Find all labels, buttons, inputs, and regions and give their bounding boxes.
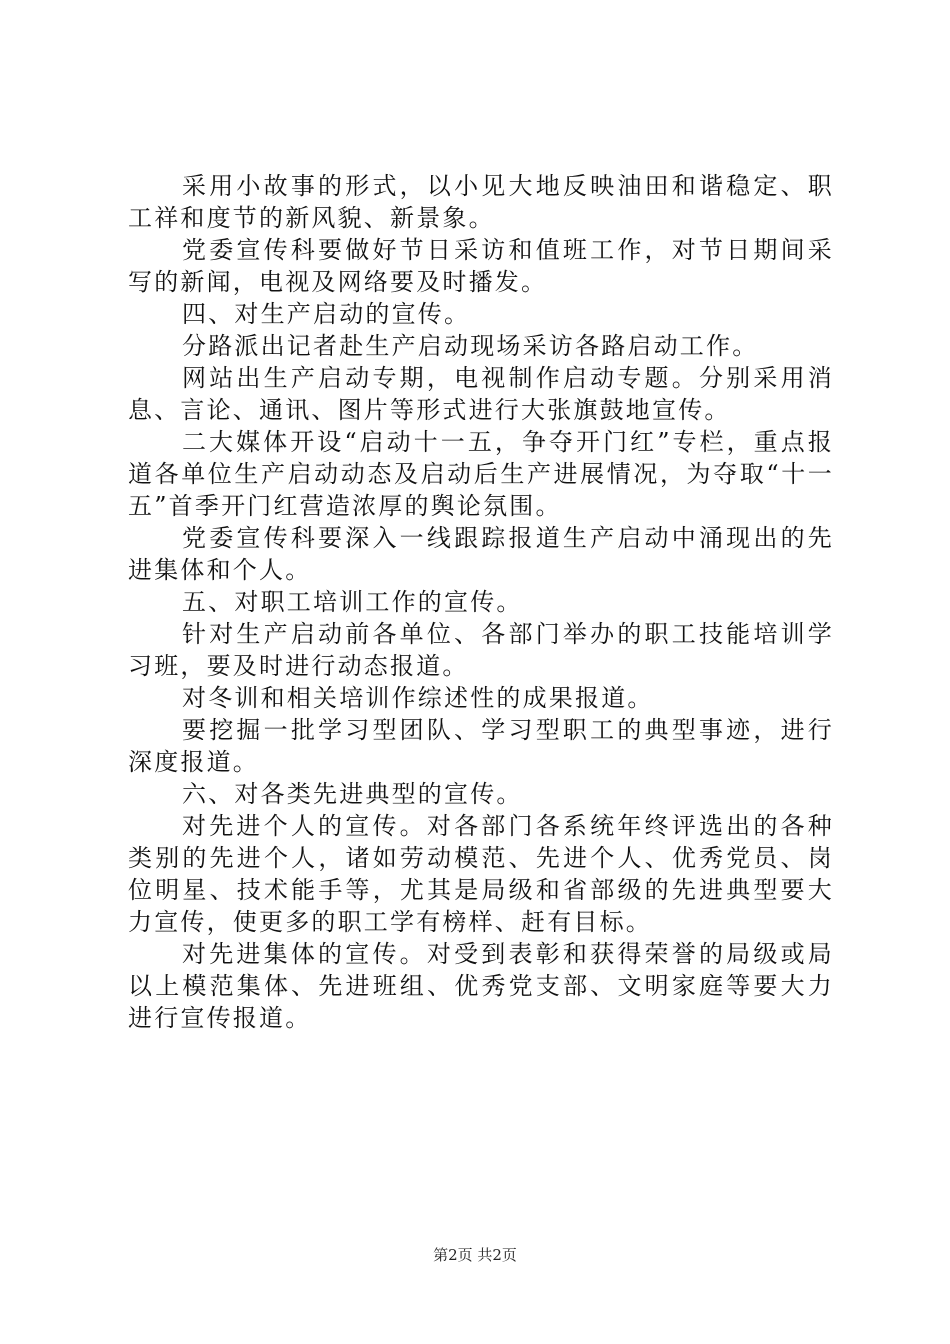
section-heading: 六、对各类先进典型的宣传。 [182,780,523,808]
paragraph: 对先进个人的宣传。对各部门各系统年终评选出的各种类别的先进个人，诸如劳动模范、先进个人、优秀党员、岗位明星、技术能手等，尤其是局级和省部级的先进典型要大力宣传，使更多的职工学有榜样、赶有目标。 [128,812,834,936]
document-body [128,170,834,1034]
paragraph: 二大媒体开设“启动十一五，争夺开门红”专栏，重点报道各单位生产启动动态及启动后生产进展情况，为夺取“十一五”首季开门红营造浓厚的舆论氛围。 [128,428,834,520]
paragraph: 党委宣传科要做好节日采访和值班工作，对节日期间采写的新闻，电视及网络要及时播发。 [128,236,834,296]
page-number-footer: 第2页 共2页 [433,1246,517,1264]
paragraph: 党委宣传科要深入一线跟踪报道生产启动中涌现出的先进集体和个人。 [128,524,834,584]
paragraph: 要挖掘一批学习型团队、学习型职工的典型事迹，进行深度报道。 [128,716,834,776]
section-heading: 五、对职工培训工作的宣传。 [182,588,523,616]
paragraph: 对先进集体的宣传。对受到表彰和获得荣誉的局级或局以上模范集体、先进班组、优秀党支部、文明家庭等要大力进行宣传报道。 [128,940,834,1032]
paragraph: 网站出生产启动专期，电视制作启动专题。分别采用消息、言论、通讯、图片等形式进行大张旗鼓地宣传。 [128,364,834,424]
paragraph: 针对生产启动前各单位、各部门举办的职工技能培训学习班，要及时进行动态报道。 [128,620,834,680]
paragraph: 分路派出记者赴生产启动现场采访各路启动工作。 [182,332,759,360]
paragraph: 对冬训和相关培训作综述性的成果报道。 [182,684,654,712]
paragraph: 采用小故事的形式，以小见大地反映油田和谐稳定、职工祥和度节的新风貌、新景象。 [128,172,834,232]
section-heading: 四、对生产启动的宣传。 [182,300,471,328]
